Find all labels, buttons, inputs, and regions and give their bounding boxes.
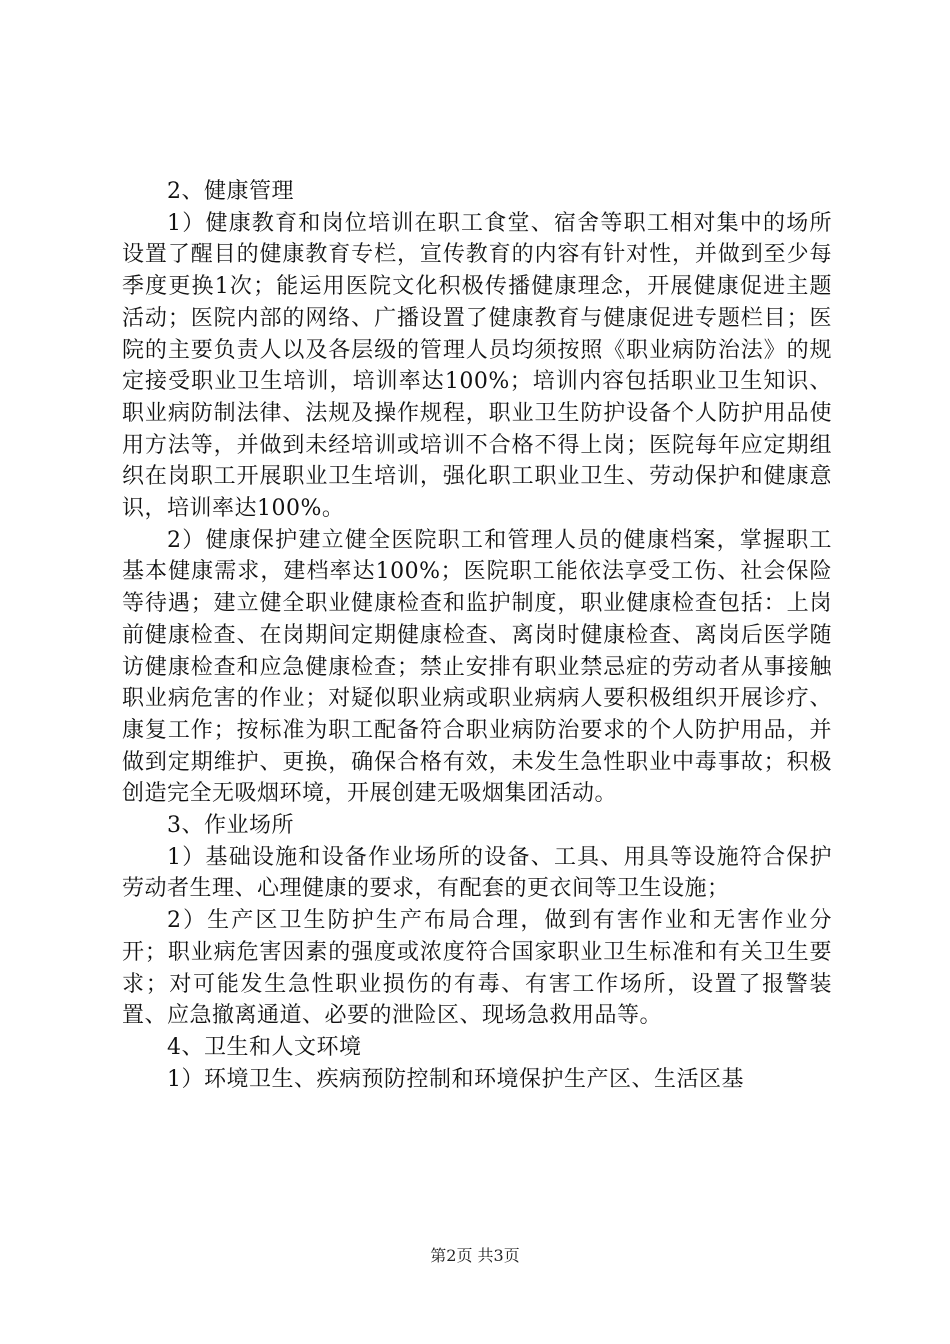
paragraph-production-area: 2）生产区卫生防护生产布局合理，做到有害作业和无害作业分开；职业病危害因素的强度或浓度符合国家职业卫生标准和有关卫生要求；对可能发生急性职业损伤的有毒、有害工作场所，设置了报警装置、应急撤离通道、必要的泄险区、现场急救用品等。 <box>122 908 832 1029</box>
paragraph-infrastructure: 1）基础设施和设备作业场所的设备、工具、用具等设施符合保护劳动者生理、心理健康的要求，有配套的更衣间等卫生设施； <box>122 844 832 902</box>
section-heading-hygiene-environment: 4、卫生和人文环境 <box>167 1034 362 1060</box>
paragraph-health-protection: 2）健康保护建立健全医院职工和管理人员的健康档案，掌握职工基本健康需求，建档率达100%；医院职工能依法享受工伤、社会保险等待遇；建立健全职业健康检查和监护制度，职业健康检查包括：上岗前健康检查、在岗期间定期健康检查、离岗时健康检查、离岗后医学随访健康检查和应急健康检查；禁止安排有职业禁忌症的劳动者从事接触职业病危害的作业；对疑似职业病或职业病病人要积极组织开展诊疗、康复工作；按标准为职工配备符合职业病防治要求的个人防护用品，并做到定期维护、更换，确保合格有效，未发生急性职业中毒事故；积极创造完全无吸烟环境，开展创建无吸烟集团活动。 <box>122 527 832 807</box>
section-heading-health-management: 2、健康管理 <box>167 179 294 204</box>
paragraph-health-education: 1）健康教育和岗位培训在职工食堂、宿舍等职工相对集中的场所设置了醒目的健康教育专栏，宣传教育的内容有针对性，并做到至少每季度更换1次；能运用医院文化积极传播健康理念，开展健康促进主题活动；医院内部的网络、广播设置了健康教育与健康促进专题栏目；医院的主要负责人以及各层级的管理人员均须按照《职业病防治法》的规定接受职业卫生培训，培训率达100%；培训内容包括职业卫生知识、职业病防制法律、法规及操作规程，职业卫生防护设备个人防护用品使用方法等，并做到未经培训或培训不合格不得上岗；医院每年应定期组织在岗职工开展职业卫生培训，强化职工职业卫生、劳动保护和健康意识，培训率达100%。 <box>122 210 832 522</box>
document-body <box>122 176 832 1095</box>
page-footer: 第2页 共3页 <box>430 1246 520 1265</box>
section-heading-workplace: 3、作业场所 <box>167 813 294 839</box>
paragraph-environment-hygiene: 1）环境卫生、疾病预防控制和环境保护生产区、生活区基 <box>167 1066 744 1092</box>
